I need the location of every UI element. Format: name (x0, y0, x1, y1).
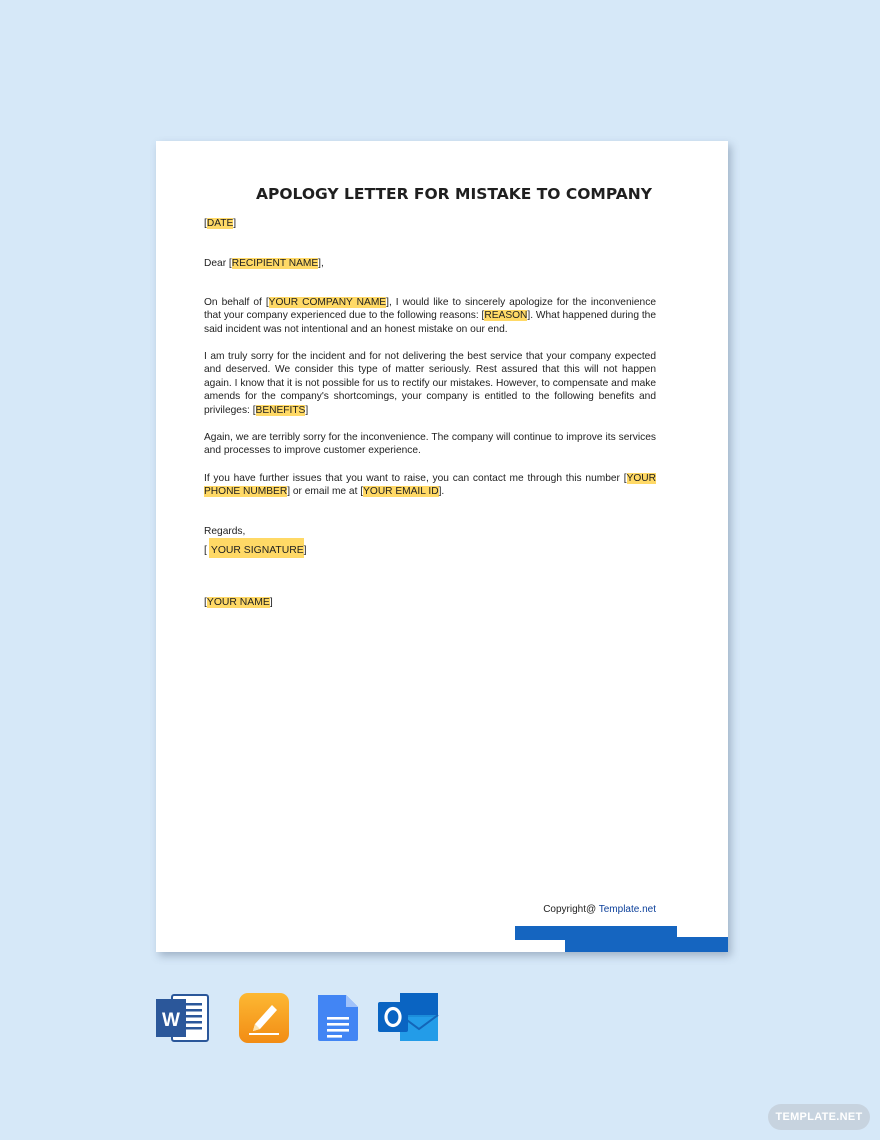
microsoft-outlook-icon[interactable] (378, 993, 432, 1043)
copyright: Copyright@ Template.net (543, 904, 656, 915)
copyright-brand[interactable]: Template.net (598, 904, 656, 915)
microsoft-word-icon[interactable] (156, 993, 210, 1043)
name-placeholder: YOUR NAME (206, 596, 270, 608)
template-net-badge[interactable]: TEMPLATE.NET (768, 1104, 870, 1130)
apple-pages-icon[interactable] (239, 993, 293, 1043)
letter-page (156, 141, 728, 952)
paragraph-apology: On behalf of [YOUR COMPANY NAME], I would like to sincerely apologize for the inconvenience that your company experienced due to the following reasons: [REASON]. What happened during the said incident was not intentional and an honest mistake on our end. (204, 296, 656, 335)
date-line: [DATE] (204, 218, 237, 229)
paragraph-compensation: I am truly sorry for the incident and for not delivering the best service that your company expected and deserved. We consider this type of matter seriously. Rest assured that this will not happen again. I know that it is not possible for us to rectify our mistakes. However, to compensate and make amends for the company's shortcomings, your company is entitled to the following benefits and privileges: [BENEFITS] (204, 351, 656, 416)
phone-placeholder: YOUR PHONE NUMBER (204, 472, 656, 498)
paragraph-contact: If you have further issues that you want to raise, you can contact me through this number [YOUR PHONE NUMBER] or email me at [YOUR EMAIL ID]. (204, 472, 656, 498)
paragraph-again: Again, we are terribly sorry for the inconvenience. The company will continue to improve its services and processes to improve customer experience. (204, 432, 656, 457)
svg-text:W: W (162, 1010, 180, 1031)
name-line: [YOUR NAME] (204, 596, 273, 608)
google-docs-icon[interactable] (316, 993, 370, 1043)
recipient-placeholder: RECIPIENT NAME (231, 258, 319, 270)
date-placeholder: DATE (206, 218, 234, 229)
accent-bar-bottom (565, 937, 728, 952)
salutation-line: Dear [RECIPIENT NAME], (204, 258, 324, 270)
closing-line: Regards, (204, 525, 246, 537)
signature-line: [ YOUR SIGNATURE] (204, 538, 656, 557)
company-name-placeholder: YOUR COMPANY NAME (268, 296, 387, 308)
letter-title: APOLOGY LETTER FOR MISTAKE TO COMPANY (256, 185, 652, 203)
letter-body (204, 217, 656, 609)
email-placeholder: YOUR EMAIL ID (363, 486, 439, 498)
reason-placeholder: REASON (484, 310, 528, 322)
benefits-placeholder: BENEFITS (255, 404, 306, 416)
signature-placeholder: YOUR SIGNATURE (209, 538, 304, 557)
